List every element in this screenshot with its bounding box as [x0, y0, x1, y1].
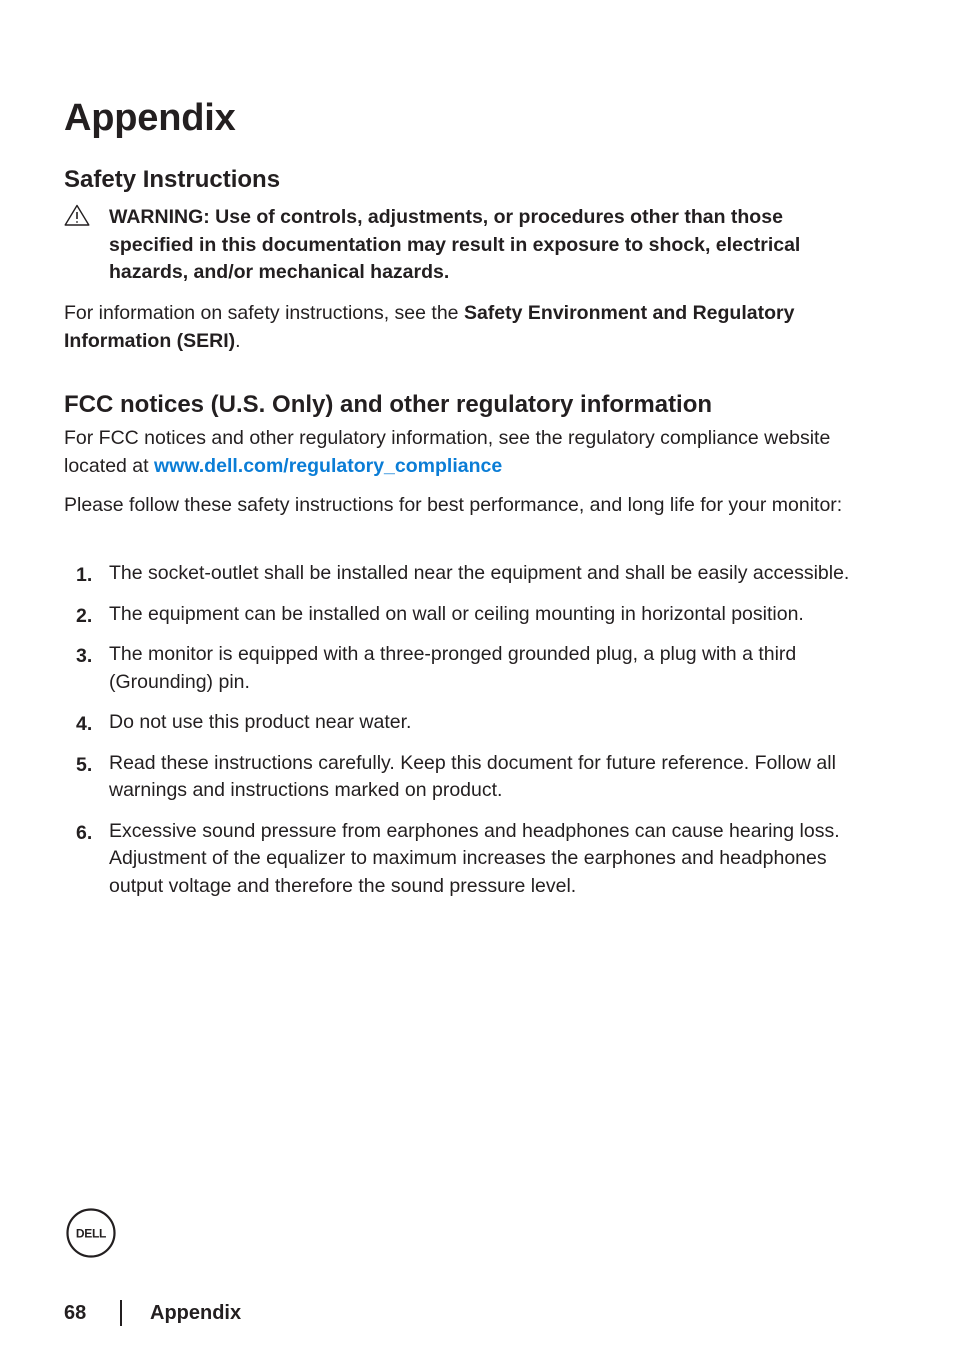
regulatory-compliance-link[interactable]: www.dell.com/regulatory_compliance — [153, 454, 503, 477]
seri-suffix: . — [235, 329, 241, 352]
list-item — [64, 560, 864, 588]
warning-triangle-icon — [64, 204, 90, 226]
seri-paragraph — [64, 300, 864, 355]
list-item — [64, 750, 864, 805]
list-item-text: Excessive sound pressure from earphones and headphones can cause hearing loss. Adjustment of the equalizer to maximum increases the earphones and headphones output voltage and therefore the sound pressure level. — [109, 819, 840, 897]
footer-divider — [120, 1300, 122, 1326]
list-item-number: 1. — [76, 564, 93, 586]
dell-logo — [65, 1207, 117, 1259]
list-item-text: Do not use this product near water. — [109, 711, 412, 733]
safety-instructions-heading: Safety Instructions — [64, 166, 281, 193]
list-item — [64, 818, 864, 901]
warning-text: WARNING: Use of controls, adjustments, or procedures other than those specified in this documentation may result in exposure to shock, electrical hazards, and/or mechanical hazards. — [109, 206, 801, 283]
footer-section-title: Appendix — [150, 1302, 242, 1324]
dell-logo-text: DELL — [75, 1226, 107, 1241]
fcc-heading: FCC notices (U.S. Only) and other regulatory information — [64, 391, 713, 418]
list-item — [64, 601, 864, 629]
list-item-text: The monitor is equipped with a three-pronged grounded plug, a plug with a third (Grounding) pin. — [109, 643, 797, 693]
list-item-number: 4. — [76, 713, 93, 735]
follow-instructions-paragraph: Please follow these safety instructions for best performance, and long life for your monitor: — [64, 494, 843, 516]
seri-prefix: For information on safety instructions, see the — [64, 302, 464, 324]
page-number: 68 — [64, 1302, 87, 1324]
page-title: Appendix — [64, 97, 236, 139]
list-item-number: 5. — [76, 753, 93, 776]
fcc-paragraph — [64, 425, 864, 480]
list-item-text: The equipment can be installed on wall or ceiling mounting in horizontal position. — [109, 602, 804, 625]
list-item — [64, 709, 864, 737]
list-item-text: Read these instructions carefully. Keep this document for future reference. Follow all warnings and instructions marked on product. — [109, 751, 836, 801]
list-item — [64, 641, 864, 696]
safety-instructions-list — [64, 560, 864, 913]
list-item-number: 3. — [76, 645, 93, 667]
list-item-text: The socket-outlet shall be installed near the equipment and shall be easily accessible. — [109, 562, 850, 584]
list-item-number: 6. — [76, 821, 93, 844]
seri-document-name: Safety Environment and Regulatory Information (SERI) — [64, 302, 795, 352]
list-item-number: 2. — [76, 604, 93, 627]
fcc-text: For FCC notices and other regulatory information, see the regulatory compliance website located at — [64, 427, 831, 477]
